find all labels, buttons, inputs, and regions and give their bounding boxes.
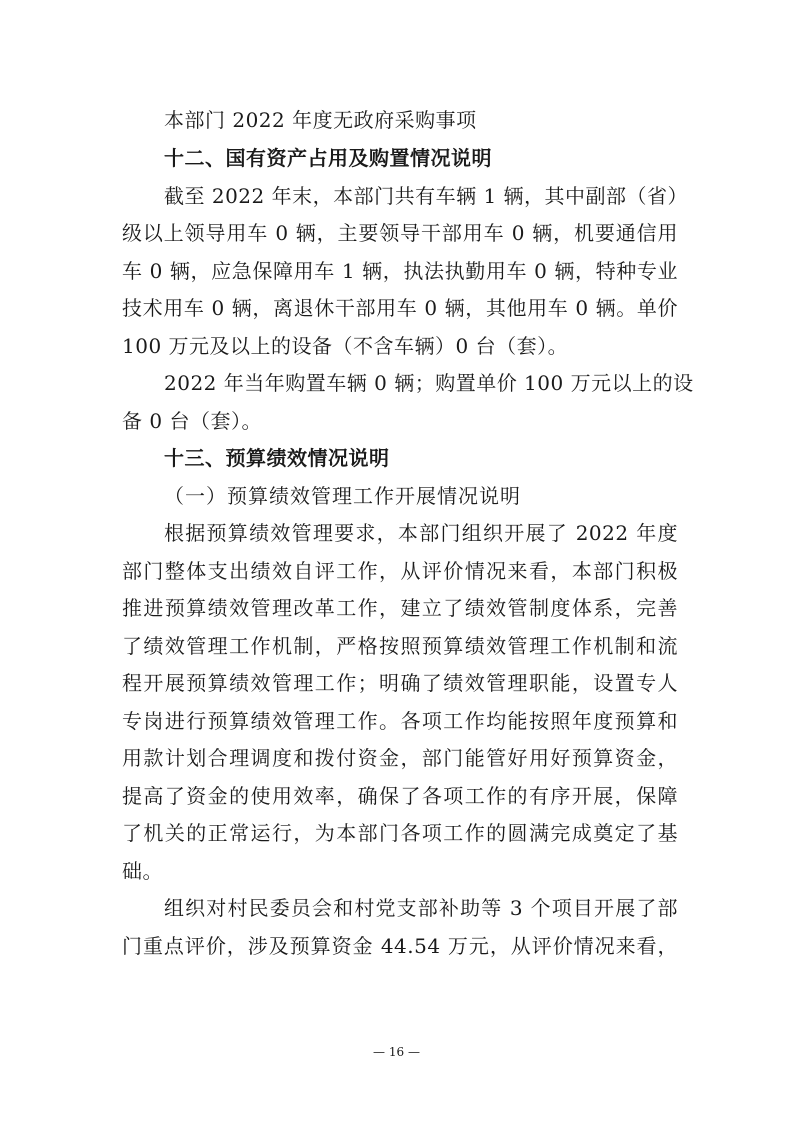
paragraph-line: 提高了资金的使用效率，确保了各项工作的有序开展，保障 [122,784,678,808]
paragraph-line: 根据预算绩效管理要求，本部门组织开展了 2022 年度 [164,521,678,545]
paragraph-line: 了绩效管理工作机制，严格按照预算绩效管理工作机制和流 [122,634,678,658]
paragraph-line: 2022 年当年购置车辆 0 辆；购置单价 100 万元以上的设 [164,371,694,395]
text-line-procurement: 本部门 2022 年度无政府采购事项 [164,108,477,132]
paragraph-line: 用款计划合理调度和拨付资金，部门能管好用好预算资金， [122,746,678,770]
subsection-heading-1: （一）预算绩效管理工作开展情况说明 [164,484,521,508]
paragraph-line: 推进预算绩效管理改革工作，建立了绩效管制度体系，完善 [122,596,678,620]
paragraph-line: 备 0 台（套）。 [122,409,262,433]
section-heading-12: 十二、国有资产占用及购置情况说明 [164,146,492,170]
paragraph-line: 门重点评价，涉及预算资金 44.54 万元，从评价情况来看， [122,934,678,958]
paragraph-line: 截至 2022 年末，本部门共有车辆 1 辆，其中副部（省） [164,184,689,208]
paragraph-line: 技术用车 0 辆，离退休干部用车 0 辆，其他用车 0 辆。单价 [122,296,678,320]
paragraph-line: 车 0 辆，应急保障用车 1 辆，执法执勤用车 0 辆，特种专业 [122,259,678,283]
paragraph-line: 组织对村民委员会和村党支部补助等 3 个项目开展了部 [164,896,678,920]
paragraph-line: 程开展预算绩效管理工作；明确了绩效管理职能，设置专人 [122,671,678,695]
paragraph-line: 级以上领导用车 0 辆，主要领导干部用车 0 辆，机要通信用 [122,221,678,245]
paragraph-line: 础。 [122,859,163,883]
section-heading-13: 十三、预算绩效情况说明 [164,446,390,470]
page-number: — 16 — [373,1045,420,1059]
paragraph-line: 部门整体支出绩效自评工作，从评价情况来看，本部门积极 [122,559,678,583]
paragraph-line: 专岗进行预算绩效管理工作。各项工作均能按照年度预算和 [122,709,678,733]
paragraph-line: 了机关的正常运行，为本部门各项工作的圆满完成奠定了基 [122,821,678,845]
paragraph-line: 100 万元及以上的设备（不含车辆）0 台（套）。 [122,334,569,358]
